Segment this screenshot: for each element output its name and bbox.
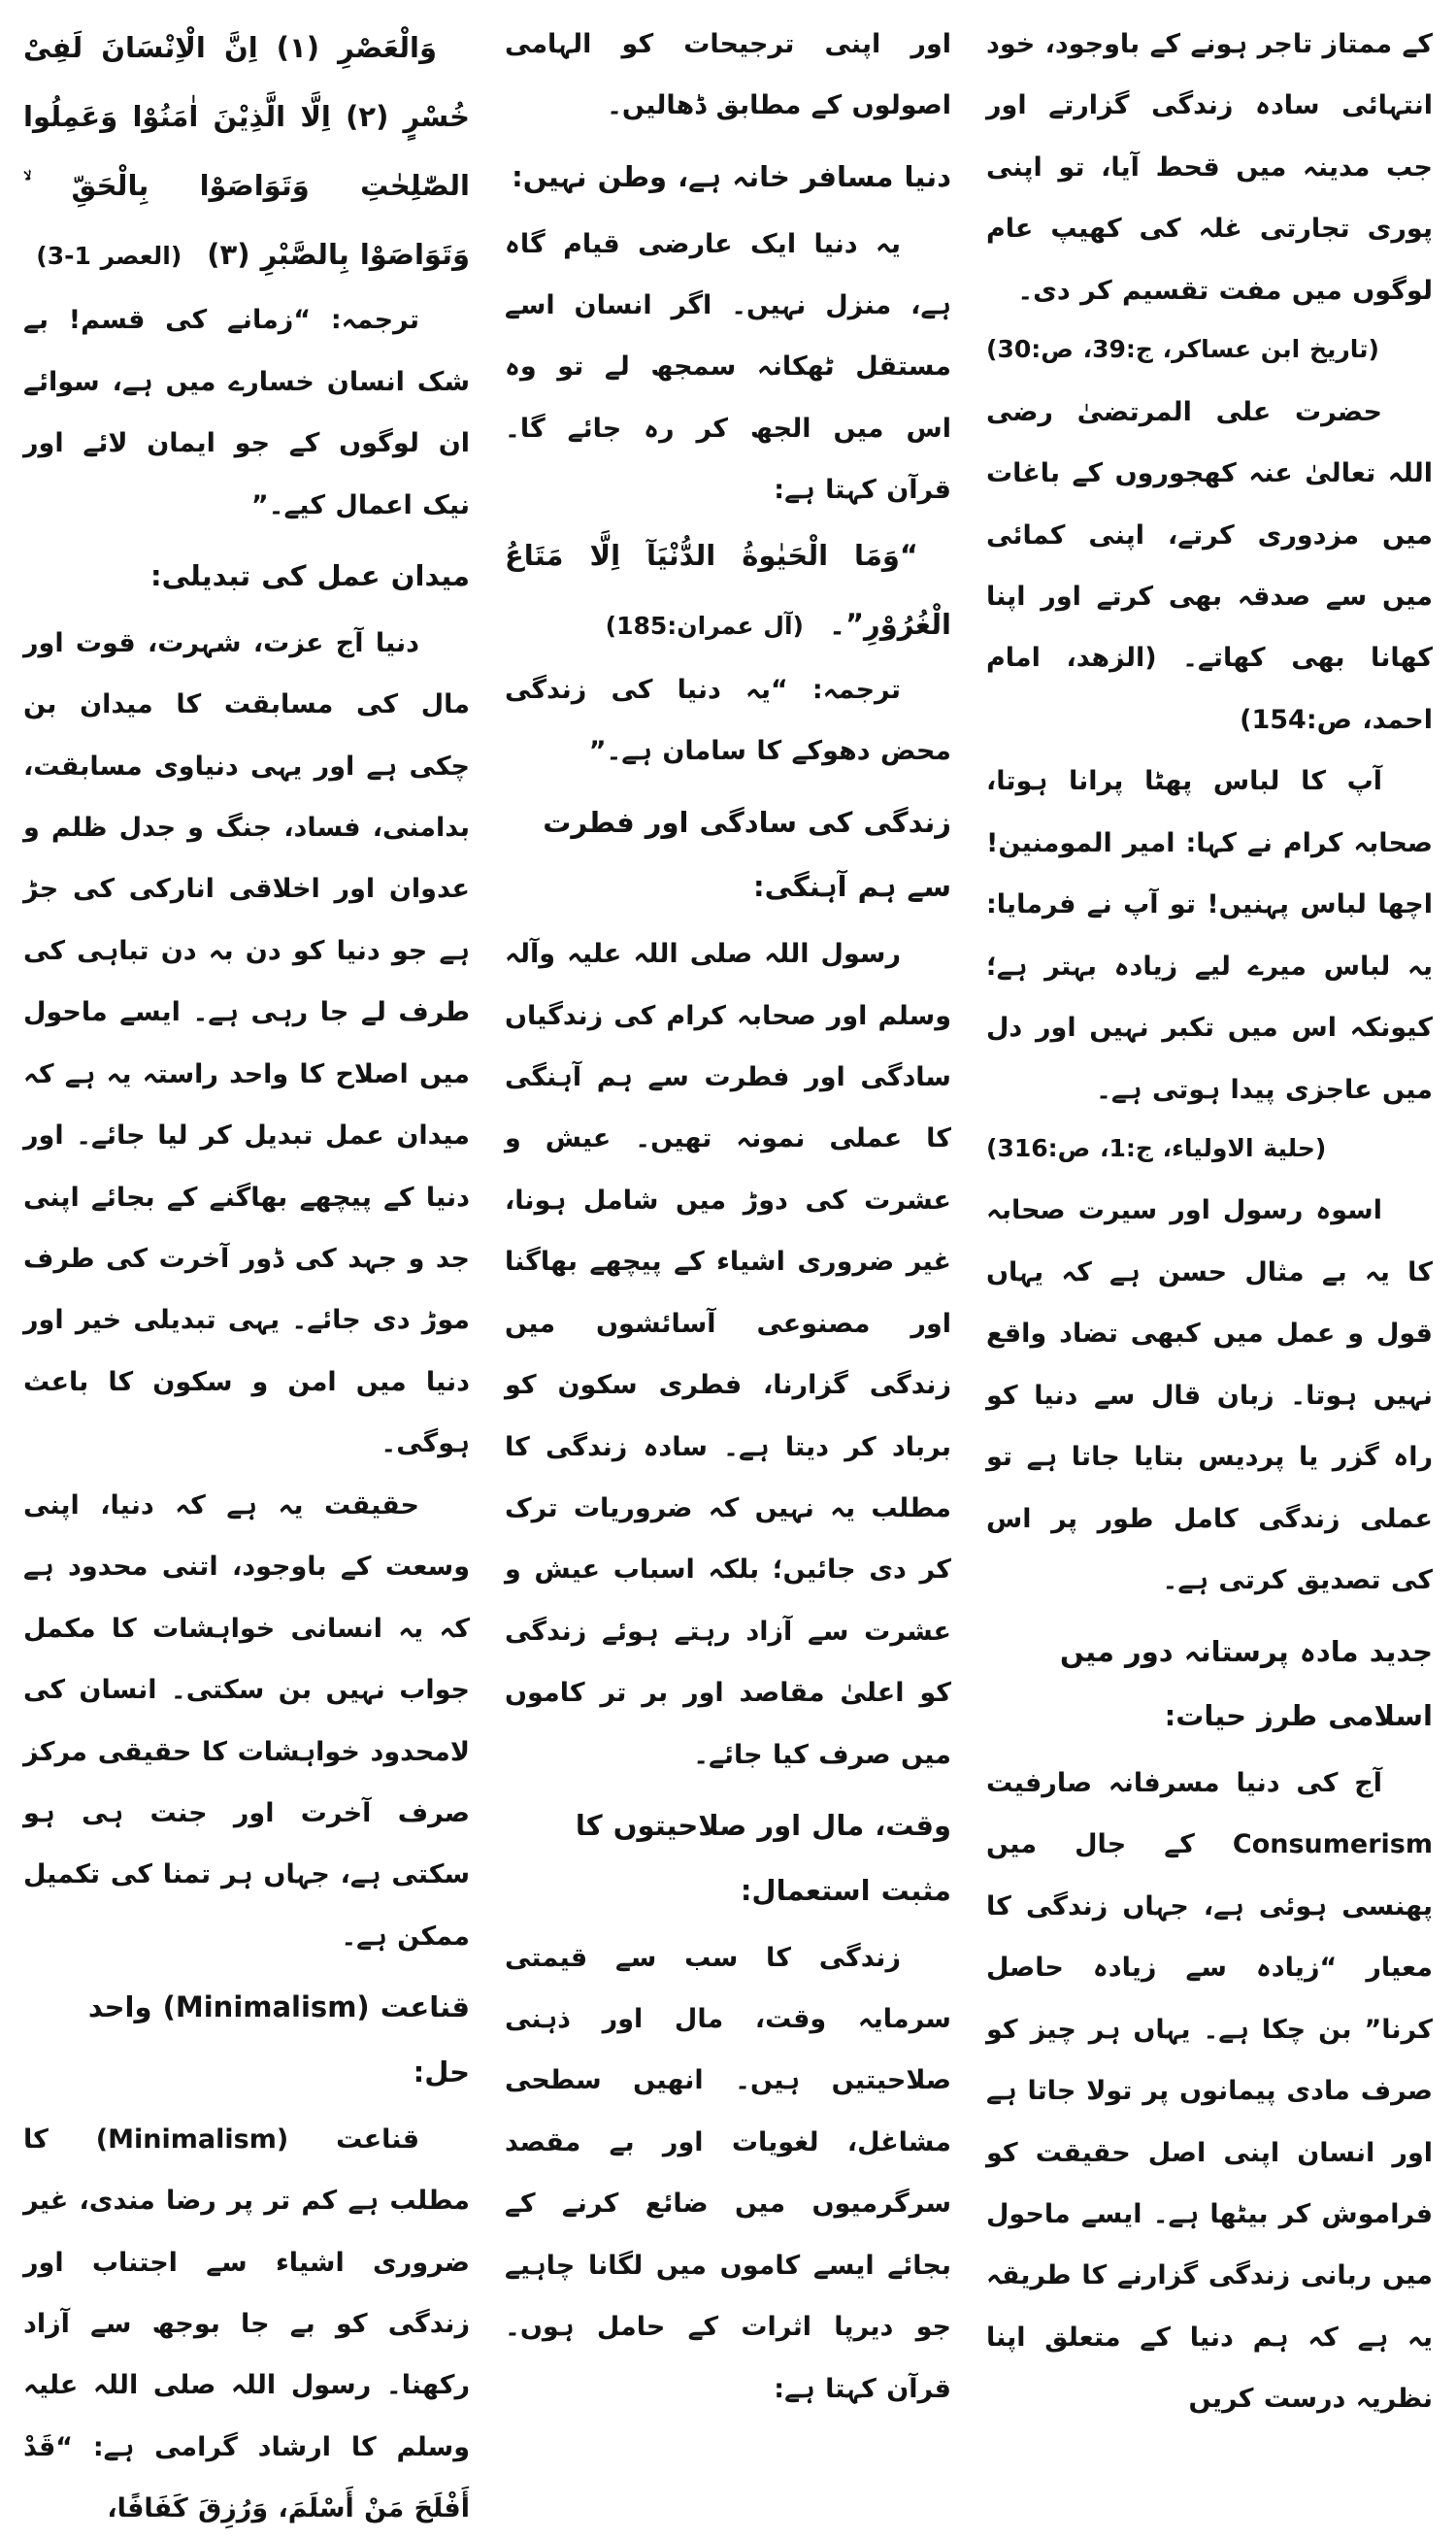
article-paragraph bbox=[505, 923, 951, 1786]
paragraph-text: حضرت علی المرتضیٰ رضی اللہ تعالیٰ عنہ کھجوروں کے باغات میں مزدوری کرتے، اپنی کمائی میں سے صدقہ بھی کرتے اور اپنا کھانا بھی کھاتے۔ (الزهد، امام احمد، ص:154) bbox=[986, 396, 1433, 735]
text-column-right bbox=[985, 14, 1433, 2415]
section-heading bbox=[505, 790, 951, 919]
paragraph-text: آج کی دنیا مسرفانہ صارفیت Consumerism کے جال میں پھنسی ہوئی ہے، جہاں زندگی کا معیار “زیادہ سے زیادہ حاصل کرنا” بن چکا ہے۔ یہاں ہر چیز کو صرف مادی پیمانوں پر تولا جاتا ہے اور انسان اپنی اصل حقیقت کو فراموش کر بیٹھا ہے۔ ایسے ماحول میں ربانی زندگی گزارنے کا طریقہ یہ ہے کہ ہم دنیا کے متعلق اپنا نظریہ درست کریں bbox=[986, 1767, 1433, 2415]
article-paragraph bbox=[23, 2109, 470, 2540]
section-heading bbox=[505, 145, 951, 210]
paragraph-text: اسوہ رسول اور سیرت صحابہ کا یہ بے مثال حسن ہے کہ یہاں قول و عمل میں کبھی تضاد واقع نہیں ہوتا۔ زبان قال سے دنیا کو راہ گزر یا پردیس بتایا جاتا ہے تو عملی زندگی کامل طور پر اس کی تصدیق کرتی ہے۔ bbox=[986, 1195, 1433, 1596]
article-paragraph bbox=[23, 613, 470, 1475]
paragraph-text: دنیا مسافر خانہ ہے، وطن نہیں: bbox=[512, 159, 951, 193]
paragraph-text: زندگی کی سادگی اور فطرت سے ہم آہنگی: bbox=[543, 805, 951, 904]
citation-reference bbox=[986, 1120, 1433, 1177]
article-paragraph bbox=[986, 382, 1433, 752]
verse-reference: (آل عمران:185) bbox=[605, 611, 804, 640]
paragraph-text: قناعت (Minimalism) واحد حل: bbox=[87, 1990, 470, 2089]
article-paragraph bbox=[986, 1180, 1433, 1611]
paragraph-text: (تاریخ ابن عساکر، ج:39، ص:30) bbox=[986, 335, 1379, 364]
text-column-middle bbox=[505, 14, 951, 2404]
section-heading bbox=[505, 1793, 951, 1922]
citation-reference bbox=[986, 321, 1433, 378]
article-paragraph bbox=[23, 1475, 470, 1968]
paragraph-text: یہ دنیا ایک عارضی قیام گاہ ہے، منزل نہیں۔ اگر انسان اسے مستقل ٹھکانہ سمجھ لے تو وہ اس میں الجھ کر رہ جائے گا۔ قرآن کہتا ہے: bbox=[505, 228, 951, 506]
paragraph-text: (حلیة الاولیاء، ج:1، ص:316) bbox=[986, 1133, 1327, 1162]
section-heading bbox=[986, 1620, 1433, 1749]
quran-verse bbox=[23, 14, 470, 289]
article-paragraph bbox=[986, 14, 1433, 321]
paragraph-text: ترجمہ: “یہ دنیا کی زندگی محض دھوکے کا سامان ہے۔” bbox=[505, 674, 951, 767]
paragraph-text: وقت، مال اور صلاحیتوں کا مثبت استعمال: bbox=[575, 1809, 951, 1907]
paragraph-text: کے ممتاز تاجر ہونے کے باوجود، خود انتہائی سادہ زندگی گزارتے اور جب مدینہ میں قحط آیا، تو اپنی پوری تجارتی غلہ کی کھیپ عام لوگوں میں مفت تقسیم کر دی۔ bbox=[985, 29, 1433, 306]
paragraph-text: وَالْعَصْرِ (۱) اِنَّ الْاِنْسَانَ لَفِیْ خُسْرٍ (۲) اِلَّا الَّذِیْنَ اٰمَنُوْا وَعَمِلُوا الصّٰلِحٰتِ وَتَوَاصَوْا بِالْحَقِّ ۙ وَتَوَاصَوْا بِالصَّبْرِ (۳) bbox=[23, 31, 470, 272]
section-heading bbox=[23, 1975, 470, 2104]
paragraph-text: جدید مادہ پرستانہ دور میں اسلامی طرز حیات: bbox=[1060, 1634, 1433, 1733]
verse-translation bbox=[23, 289, 470, 536]
section-heading bbox=[23, 544, 470, 609]
paragraph-text: زندگی کا سب سے قیمتی سرمایہ وقت، مال اور ذہنی صلاحیتیں ہیں۔ انھیں سطحی مشاغل، لغویات اور بے مقصد سرگرمیوں میں ضائع کرنے کے بجائے ایسے کاموں میں لگانا چاہیے جو دیرپا اثرات کے حامل ہوں۔ قرآن کہتا ہے: bbox=[505, 1942, 951, 2404]
verse-reference: (العصر 1-3) bbox=[36, 242, 182, 271]
paragraph-text: دنیا آج عزت، شہرت، قوت اور مال کی مسابقت کا میدان بن چکی ہے اور یہی دنیاوی مسابقت، بدامنی، فساد، جنگ و جدل ظلم و عدوان اور اخلاقی انارکی کی جڑ ہے جو دنیا کو دن بہ دن تباہی کی طرف لے جا رہی ہے۔ ایسے ماحول میں اصلاح کا واحد راستہ یہ ہے کہ میدان عمل تبدیل کر لیا جائے۔ اور دنیا کے پیچھے بھاگنے کے بجائے اپنی جد و جہد کی ڈور آخرت کی طرف موڑ دی جائے۔ یہی تبدیلی خیر اور دنیا میں امن و سکون کا باعث ہوگی۔ bbox=[23, 627, 470, 1459]
article-paragraph bbox=[505, 1927, 951, 2421]
text-column-left bbox=[23, 14, 470, 2524]
article-paragraph bbox=[986, 751, 1433, 1120]
article-paragraph bbox=[986, 1753, 1433, 2430]
paragraph-text: اور اپنی ترجیحات کو الہامی اصولوں کے مطابق ڈھالیں۔ bbox=[505, 29, 951, 121]
paragraph-text: آپ کا لباس پھٹا پرانا ہوتا، صحابہ کرام نے کہا: امیر المومنین! اچھا لباس پہنیں! تو آپ نے فرمایا: یہ لباس میرے لیے زیادہ بہتر ہے؛ کیونکہ اس میں تکبر نہیں اور دل میں عاجزی پیدا ہوتی ہے۔ bbox=[986, 766, 1433, 1105]
article-paragraph bbox=[505, 214, 951, 521]
quran-verse bbox=[505, 521, 951, 659]
paragraph-text: قناعت (Minimalism) کا مطلب ہے کم تر پر رضا مندی، غیر ضروری اشیاء سے اجتناب اور زندگی کو بے جا بوجھ سے آزاد رکھنا۔ رسول اللہ صلی اللہ علیہ وسلم کا ارشاد گرامی ہے: “قَدْ أَفْلَحَ مَنْ أَسْلَمَ، وَرُزِقَ كَفَافًا، bbox=[23, 2123, 470, 2524]
paragraph-text: حقیقت یہ ہے کہ دنیا، اپنی وسعت کے باوجود، اتنی محدود ہے کہ یہ انسانی خواہشات کا مکمل جواب نہیں بن سکتی۔ انسان کی لامحدود خواہشات کا حقیقی مرکز صرف آخرت اور جنت ہی ہو سکتی ہے، جہاں ہر تمنا کی تکمیل ممکن ہے۔ bbox=[23, 1489, 470, 1952]
verse-translation bbox=[505, 659, 951, 783]
article-paragraph bbox=[505, 14, 951, 137]
paragraph-text: ترجمہ: “زمانے کی قسم! بے شک انسان خسارے میں ہے، سوائے ان لوگوں کے جو ایمان لائے اور نیک اعمال کیے۔” bbox=[23, 305, 470, 520]
paragraph-text: “وَمَا الْحَیٰوةُ الدُّنْیَآ اِلَّا مَتَاعُ الْغُرُوْرِ”۔ bbox=[505, 538, 951, 641]
paragraph-text: رسول اللہ صلی اللہ علیہ وآلہ وسلم اور صحابہ کرام کی زندگیاں سادگی اور فطرت سے ہم آہنگی کا عملی نمونہ تھیں۔ عیش و عشرت کی دوڑ میں شامل ہونا، غیر ضروری اشیاء کے پیچھے بھاگنا اور مصنوعی آسائشوں میں زندگی گزارنا، فطری سکون کو برباد کر دیتا ہے۔ سادہ زندگی کا مطلب یہ نہیں کہ ضروریات ترک کر دی جائیں؛ بلکہ اسباب عیش و عشرت سے آزاد رہتے ہوئے زندگی کو اعلیٰ مقاصد اور بر تر کاموں میں صرف کیا جائے۔ bbox=[505, 939, 951, 1770]
paragraph-text: میدان عمل کی تبدیلی: bbox=[149, 558, 470, 592]
